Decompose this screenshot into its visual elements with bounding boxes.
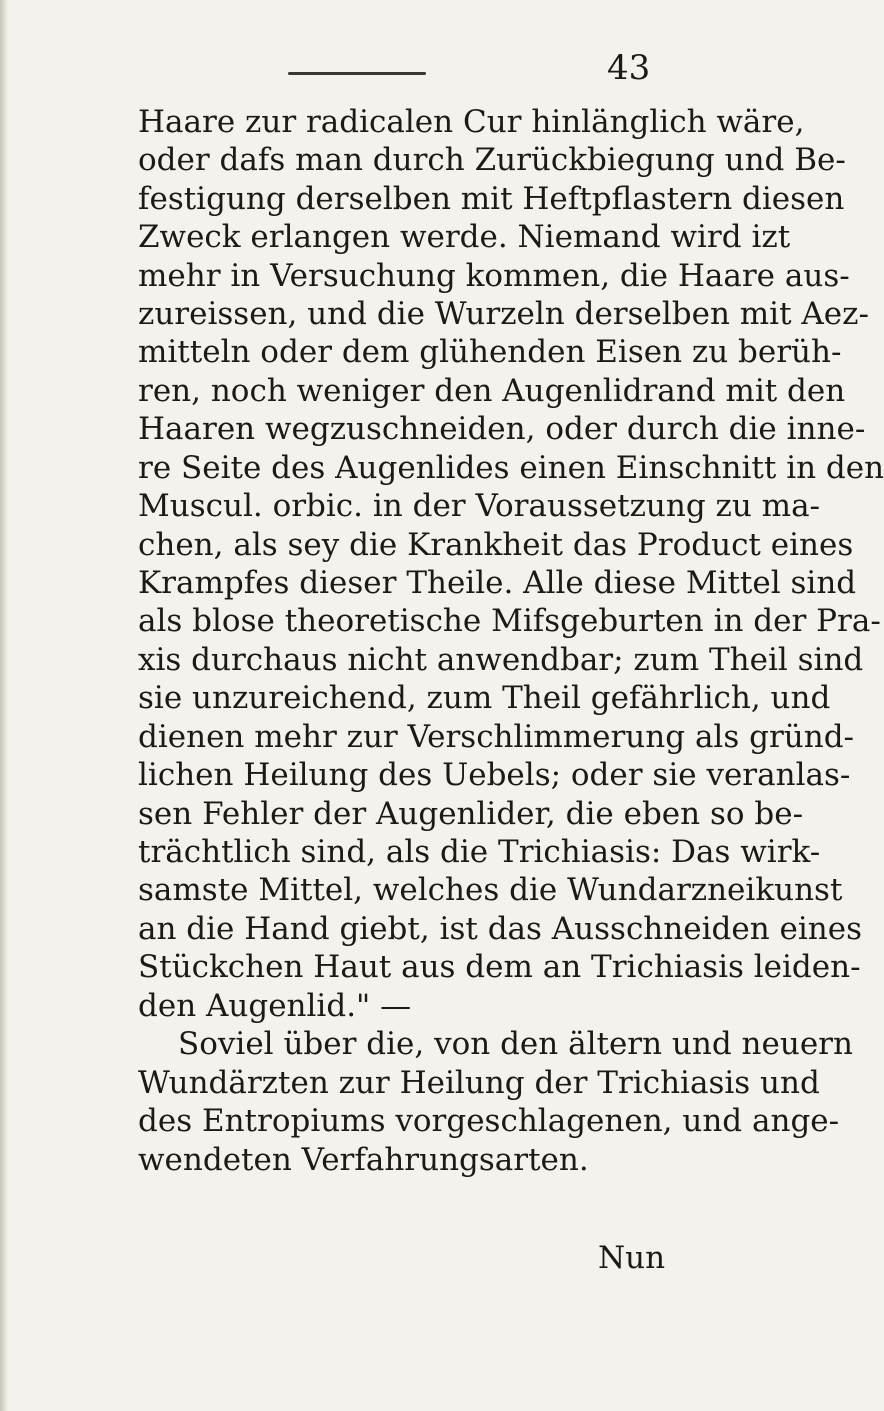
text-line: dienen mehr zur Verschlimmerung als gründ- (138, 719, 855, 755)
text-line: sie unzureichend, zum Theil gefährlich, und (138, 680, 831, 716)
text-line: festigung derselben mit Heftpflastern diesen (138, 181, 845, 217)
text-line: Haaren wegzuschneiden, oder durch die inne- (138, 411, 866, 447)
text-line: des Entropiums vorgeschlagenen, und ange- (138, 1103, 840, 1139)
text-line: Zweck erlangen werde. Niemand wird izt (138, 219, 791, 255)
header-rule (288, 72, 426, 75)
text-line: an die Hand giebt, ist das Ausschneiden eines (138, 911, 862, 947)
text-line: Muscul. orbic. in der Voraussetzung zu ma- (138, 488, 821, 524)
text-line: Wundärzten zur Heilung der Trichiasis und (138, 1065, 820, 1101)
text-line: trächtlich sind, als die Trichiasis: Das wirk- (138, 834, 821, 870)
text-line: re Seite des Augenlides einen Einschnitt in den (138, 450, 884, 486)
text-line: wendeten Verfahrungsarten. (138, 1142, 589, 1178)
text-line: Stückchen Haut aus dem an Trichiasis leiden- (138, 949, 861, 985)
text-line: zureissen, und die Wurzeln derselben mit Aez- (138, 296, 869, 332)
page-edge-shadow (0, 0, 8, 1411)
text-line: ren, noch weniger den Augenlidrand mit den (138, 373, 846, 409)
text-line: oder dafs man durch Zurückbiegung und Be- (138, 142, 846, 178)
text-line: Soviel über die, von den ältern und neuern (178, 1026, 853, 1062)
text-line: xis durchaus nicht anwendbar; zum Theil sind (138, 642, 864, 678)
text-line: Krampfes dieser Theile. Alle diese Mittel sind (138, 565, 857, 601)
text-line: samste Mittel, welches die Wundarzneikunst (138, 872, 843, 908)
text-line: mehr in Versuchung kommen, die Haare aus- (138, 258, 850, 294)
text-line: den Augenlid." — (138, 988, 412, 1024)
text-line: als blose theoretische Mifsgeburten in der Pra- (138, 603, 881, 639)
text-line: lichen Heilung des Uebels; oder sie veranlas- (138, 757, 851, 793)
text-line: mitteln oder dem glühenden Eisen zu berüh- (138, 334, 842, 370)
page-number: 43 (607, 48, 651, 88)
text-line: Haare zur radicalen Cur hinlänglich wäre, (138, 104, 805, 140)
text-line: sen Fehler der Augenlider, die eben so be- (138, 796, 804, 832)
text-line: chen, als sey die Krankheit das Product eines (138, 527, 854, 563)
catchword: Nun (598, 1240, 666, 1276)
